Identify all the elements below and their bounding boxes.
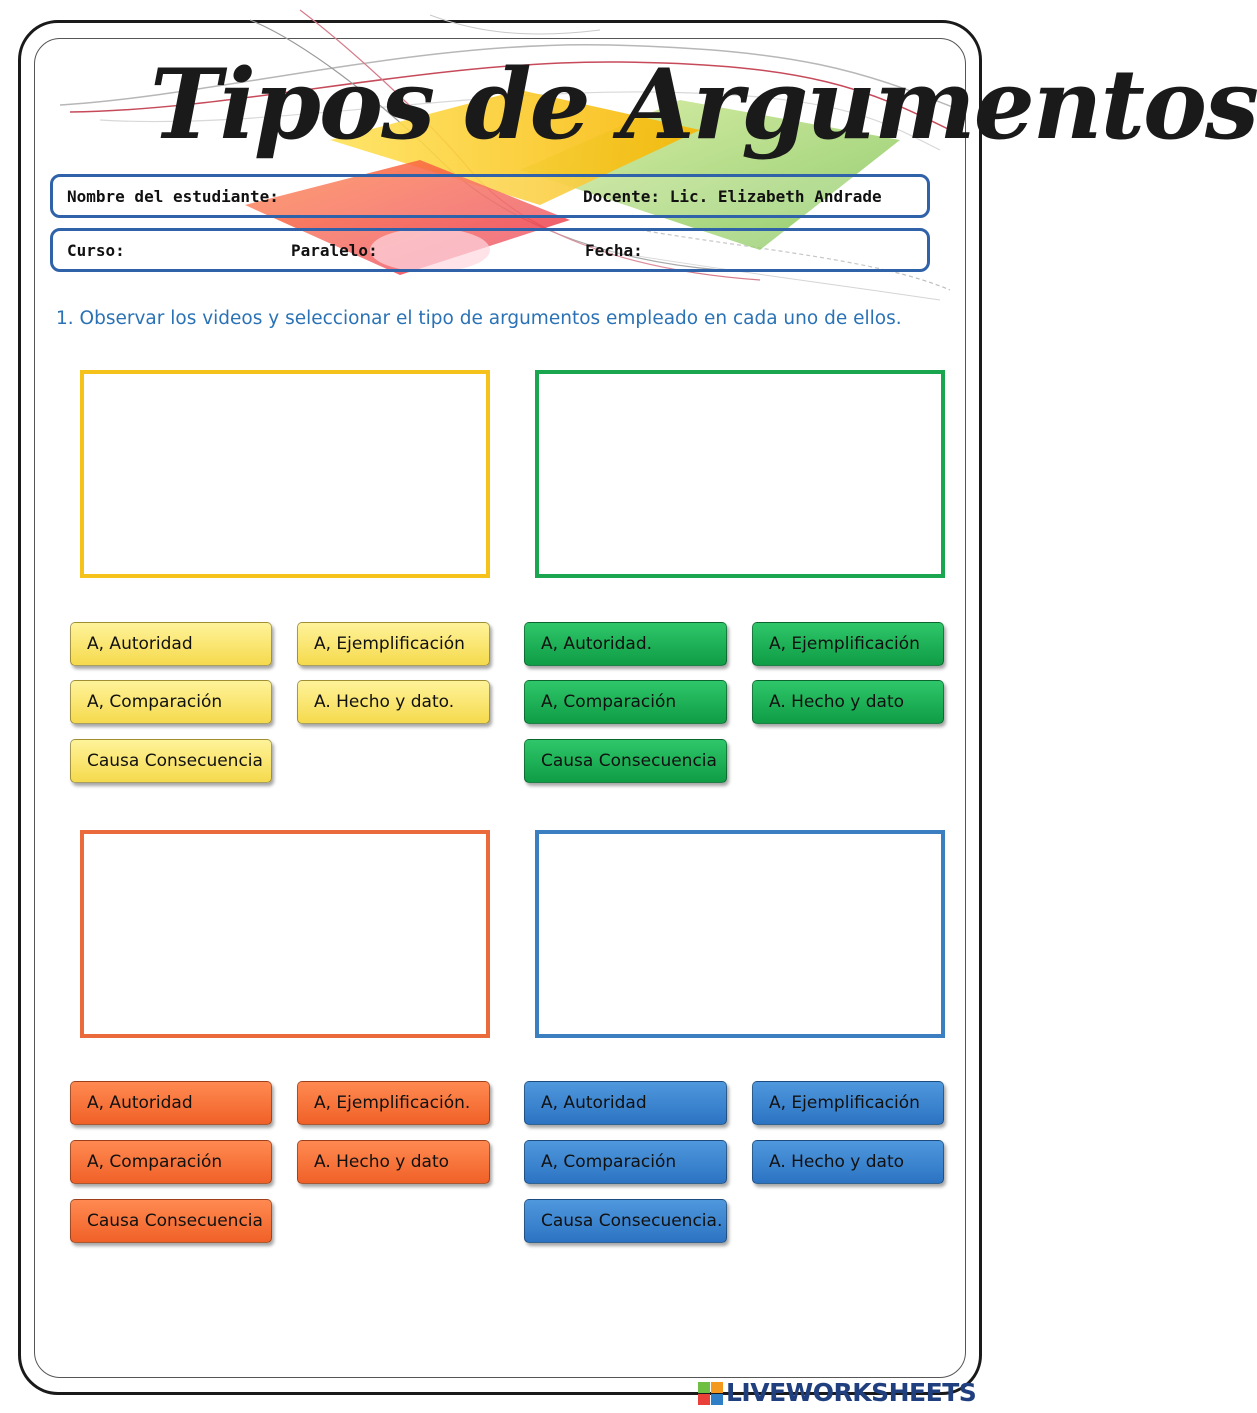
video-box-yellow[interactable] (80, 370, 490, 578)
liveworksheets-brand-text: LIVEWORKSHEETS (726, 1378, 977, 1407)
option-ejemplificacion-orange[interactable]: A, Ejemplificación. (297, 1081, 490, 1125)
parallel-label: Paralelo: (291, 241, 378, 260)
option-causa-consecuencia-yellow[interactable]: Causa Consecuencia (70, 739, 272, 783)
option-ejemplificacion-green[interactable]: A, Ejemplificación (752, 622, 944, 666)
option-autoridad-blue[interactable]: A, Autoridad (524, 1081, 727, 1125)
option-comparacion-green[interactable]: A, Comparación (524, 680, 727, 724)
liveworksheets-logo-icon (698, 1382, 724, 1406)
option-comparacion-yellow[interactable]: A, Comparación (70, 680, 272, 724)
video-box-orange[interactable] (80, 830, 490, 1038)
date-label: Fecha: (585, 241, 643, 260)
course-label: Curso: (67, 241, 125, 260)
option-causa-consecuencia-green[interactable]: Causa Consecuencia (524, 739, 727, 783)
video-box-blue[interactable] (535, 830, 945, 1038)
teacher-label: Docente: Lic. Elizabeth Andrade (583, 187, 882, 206)
student-name-label: Nombre del estudiante: (67, 187, 279, 206)
option-causa-consecuencia-blue[interactable]: Causa Consecuencia. (524, 1199, 727, 1243)
option-hecho-dato-orange[interactable]: A. Hecho y dato (297, 1140, 490, 1184)
option-hecho-dato-yellow[interactable]: A. Hecho y dato. (297, 680, 490, 724)
option-comparacion-orange[interactable]: A, Comparación (70, 1140, 272, 1184)
option-comparacion-blue[interactable]: A, Comparación (524, 1140, 727, 1184)
page-title: Tipos de Argumentos (150, 48, 1257, 161)
instruction-text: 1. Observar los videos y seleccionar el tipo de argumentos empleado en cada uno de ellos. (56, 308, 902, 329)
option-ejemplificacion-yellow[interactable]: A, Ejemplificación (297, 622, 490, 666)
student-info-row (50, 174, 930, 218)
option-ejemplificacion-blue[interactable]: A, Ejemplificación (752, 1081, 944, 1125)
video-box-green[interactable] (535, 370, 945, 578)
option-autoridad-yellow[interactable]: A, Autoridad (70, 622, 272, 666)
option-causa-consecuencia-orange[interactable]: Causa Consecuencia (70, 1199, 272, 1243)
course-info-row (50, 228, 930, 272)
option-autoridad-green[interactable]: A, Autoridad. (524, 622, 727, 666)
liveworksheets-logo (698, 1376, 976, 1410)
option-hecho-dato-green[interactable]: A. Hecho y dato (752, 680, 944, 724)
option-autoridad-orange[interactable]: A, Autoridad (70, 1081, 272, 1125)
option-hecho-dato-blue[interactable]: A. Hecho y dato (752, 1140, 944, 1184)
